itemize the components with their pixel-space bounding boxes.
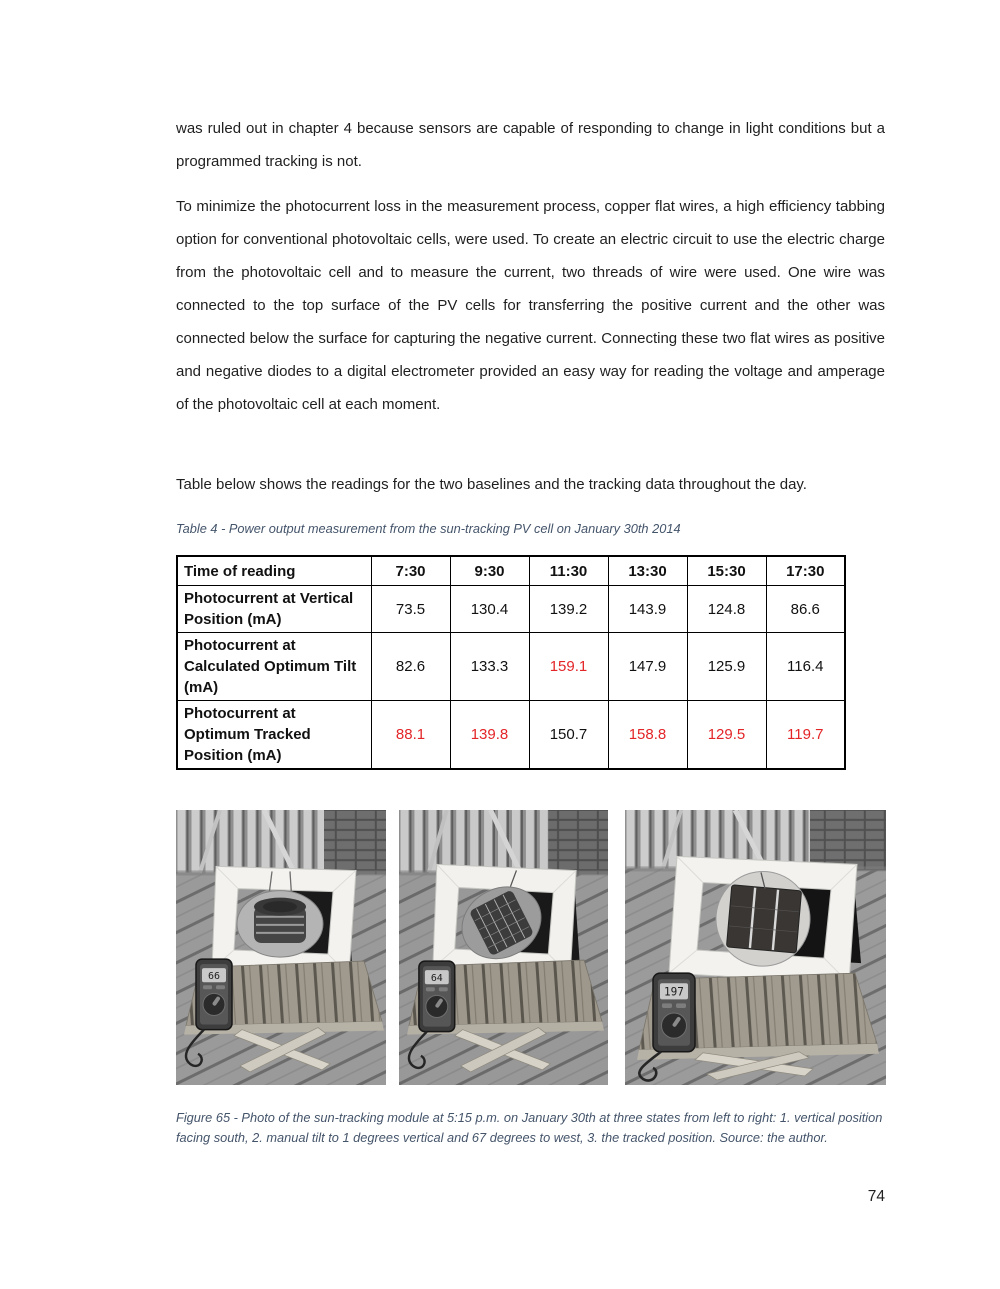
- photo-module-vertical: [176, 810, 386, 1085]
- table-caption: Table 4 - Power output measurement from the sun-tracking PV cell on January 30th 2014: [176, 521, 681, 536]
- table-value-cell: 82.6: [371, 633, 450, 701]
- table-value-cell: 86.6: [766, 586, 845, 633]
- table-value-cell-highlighted: 159.1: [529, 633, 608, 701]
- table-row: [177, 633, 845, 701]
- table-header-cell: 13:30: [608, 556, 687, 586]
- table-value-cell-highlighted: 158.8: [608, 701, 687, 770]
- paragraph-3: Table below shows the readings for the two baselines and the tracking data throughout the day.: [176, 476, 807, 493]
- photo-module-tilted: [399, 810, 608, 1085]
- table-value-cell: 133.3: [450, 633, 529, 701]
- photo-1-illustration: [176, 810, 386, 1085]
- multimeter-reading: 197: [664, 985, 684, 999]
- paragraph-1: was ruled out in chapter 4 because sensors are capable of responding to change in light conditions but a programmed tracking is not.: [176, 120, 885, 170]
- table-value-cell-highlighted: 129.5: [687, 701, 766, 770]
- table-value-cell: 116.4: [766, 633, 845, 701]
- table-header-cell: 15:30: [687, 556, 766, 586]
- brick-wall: [548, 810, 608, 874]
- table-value-cell: 143.9: [608, 586, 687, 633]
- table-header-cell: Time of reading: [177, 556, 371, 586]
- table-row: [177, 586, 845, 633]
- table-value-cell: 124.8: [687, 586, 766, 633]
- table-row-label: Photocurrent at Calculated Optimum Tilt (mA): [177, 633, 371, 701]
- brick-wall: [810, 810, 886, 870]
- table-header-cell: 7:30: [371, 556, 450, 586]
- power-output-table: [176, 555, 846, 770]
- table-value-cell: 139.2: [529, 586, 608, 633]
- table-header-cell: 9:30: [450, 556, 529, 586]
- photo-2-illustration: [399, 810, 608, 1085]
- table-row: [177, 701, 845, 770]
- table-header-cell: 17:30: [766, 556, 845, 586]
- table-value-cell-highlighted: 88.1: [371, 701, 450, 770]
- table-value-cell-highlighted: 119.7: [766, 701, 845, 770]
- table-row-label: Photocurrent at Vertical Position (mA): [177, 586, 371, 633]
- table-row-label: Photocurrent at Optimum Tracked Position (mA): [177, 701, 371, 770]
- paragraph-2: To minimize the photocurrent loss in the measurement process, copper flat wires, a high efficiency tabbing option for conventional photovoltaic cells, were used. To create an electric circuit to use the electric charge from the photovoltaic cell and to measure the current, two threads of wire were used. One wire was connected to the top surface of the PV cells for transferring the positive current and the other was connected below the surface for capturing the negative current. Connecting these two flat wires as positive and negative diodes to a digital electrometer provided an easy way for reading the voltage and amperage of the photovoltaic cell at each moment.: [176, 198, 885, 413]
- table-header-row: [177, 556, 845, 586]
- table-value-cell: 147.9: [608, 633, 687, 701]
- table-value-cell: 150.7: [529, 701, 608, 770]
- multimeter-reading: 64: [430, 973, 443, 985]
- table-value-cell: 125.9: [687, 633, 766, 701]
- photo-module-tracked: [625, 810, 886, 1085]
- page-number: 74: [867, 1188, 885, 1205]
- multimeter-reading: 66: [207, 971, 221, 983]
- table-value-cell-highlighted: 139.8: [450, 701, 529, 770]
- table-value-cell: 130.4: [450, 586, 529, 633]
- table-value-cell: 73.5: [371, 586, 450, 633]
- brick-wall: [324, 810, 386, 874]
- figure-caption: Figure 65 - Photo of the sun-tracking module at 5:15 p.m. on January 30th at three states from left to right: 1. vertical position facing south, 2. manual tilt to 1 degrees vertical and 67 degrees to west, 3. the tracked position. Source: the author.: [176, 1110, 883, 1145]
- photo-3-illustration: [625, 810, 886, 1085]
- table-header-cell: 11:30: [529, 556, 608, 586]
